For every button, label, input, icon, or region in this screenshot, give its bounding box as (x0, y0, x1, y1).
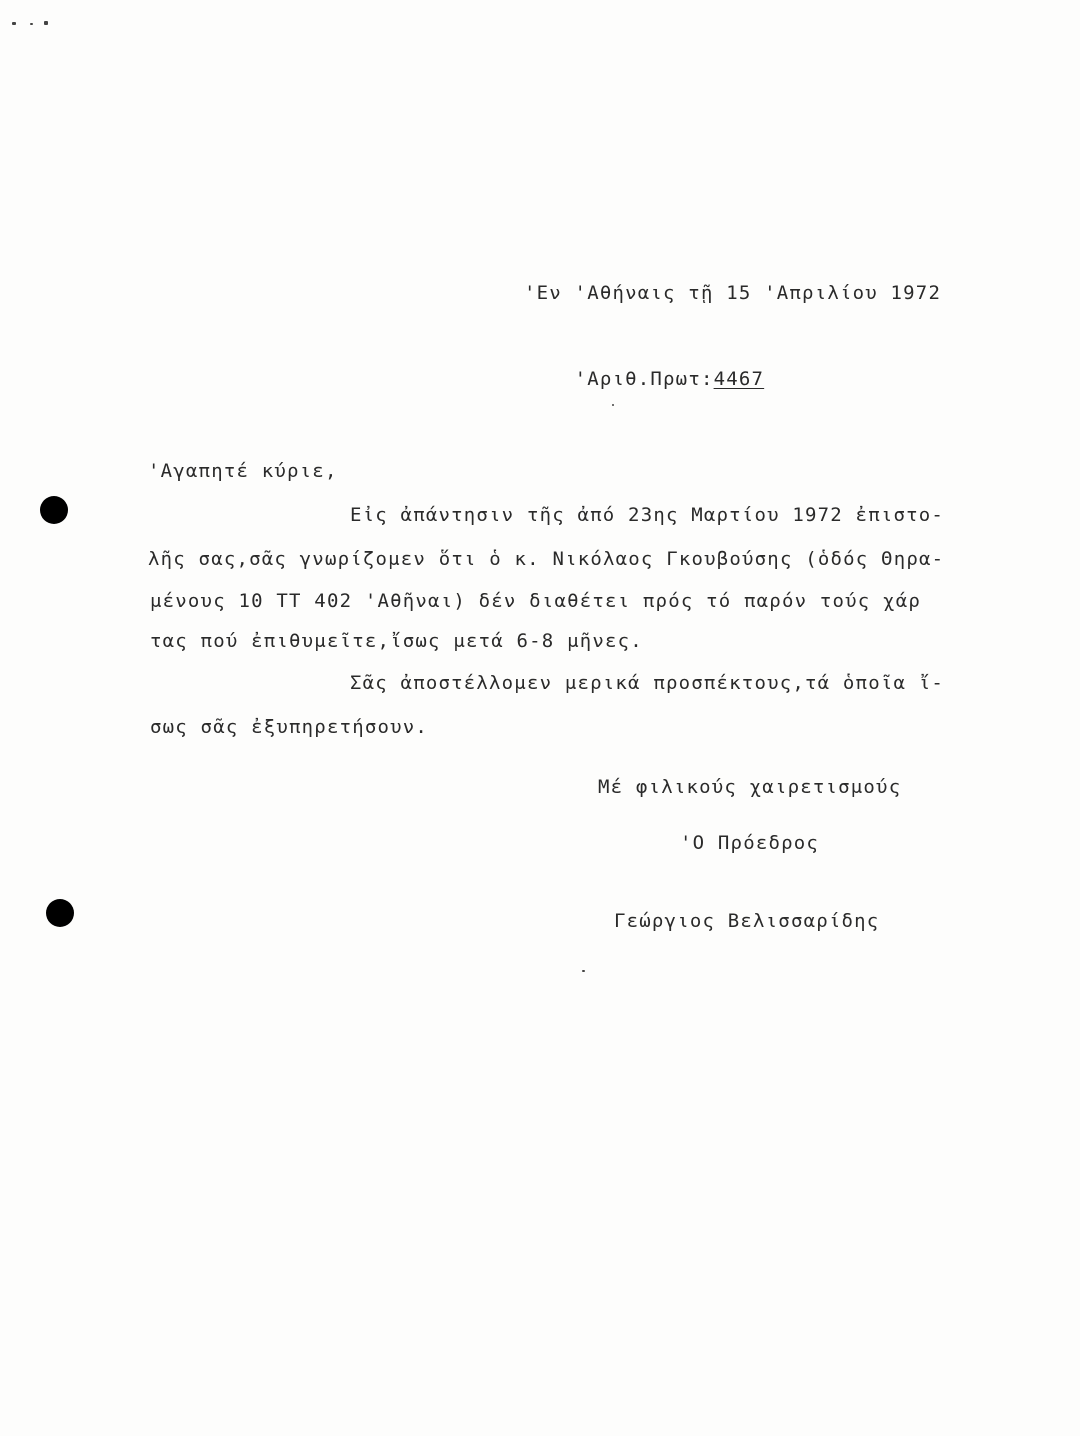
place-date: 'Εν 'Αθήναις τῇ 15 'Απριλίου 1972 (524, 282, 942, 304)
stray-mark (612, 404, 614, 406)
body-line: Εἰς ἀπάντησιν τῆς ἀπό 23ης Μαρτίου 1972 ἐπιστο- (350, 504, 945, 526)
protocol-line (524, 340, 764, 418)
punch-hole (40, 496, 68, 524)
salutation: 'Αγαπητέ κύριε, (148, 460, 338, 482)
body-line: Σᾶς ἀποστέλλομεν μερικά προσπέκτους,τά ὁποῖα ἴ- (350, 672, 945, 694)
protocol-number: 4467 (713, 368, 765, 390)
body-line: λῆς σας,σᾶς γνωρίζομεν ὅτι ὁ κ. Νικόλαος Γκουβούσης (ὁδός Θηρα- (148, 548, 945, 570)
body-line: τας πού ἐπιθυμεῖτε,ἴσως μετά 6-8 μῆνες. (150, 630, 643, 652)
corner-mark (44, 21, 48, 25)
body-line: μένους 10 ΤΤ 402 'Αθῆναι) δέν διαθέτει πρός τό παρόν τούς χάρ (150, 590, 921, 612)
body-line: σως σᾶς ἐξυπηρετήσουν. (150, 716, 429, 738)
corner-mark (30, 23, 33, 25)
signatory-name: Γεώργιος Βελισσαρίδης (614, 910, 880, 932)
closing: Μέ φιλικούς χαιρετισμούς (598, 776, 902, 798)
protocol-label: 'Αριθ.Πρωτ: (574, 368, 714, 390)
signatory-title: 'Ο Πρόεδρος (680, 832, 820, 854)
punch-hole (46, 899, 74, 927)
corner-mark (12, 22, 16, 25)
stray-mark (582, 970, 585, 972)
